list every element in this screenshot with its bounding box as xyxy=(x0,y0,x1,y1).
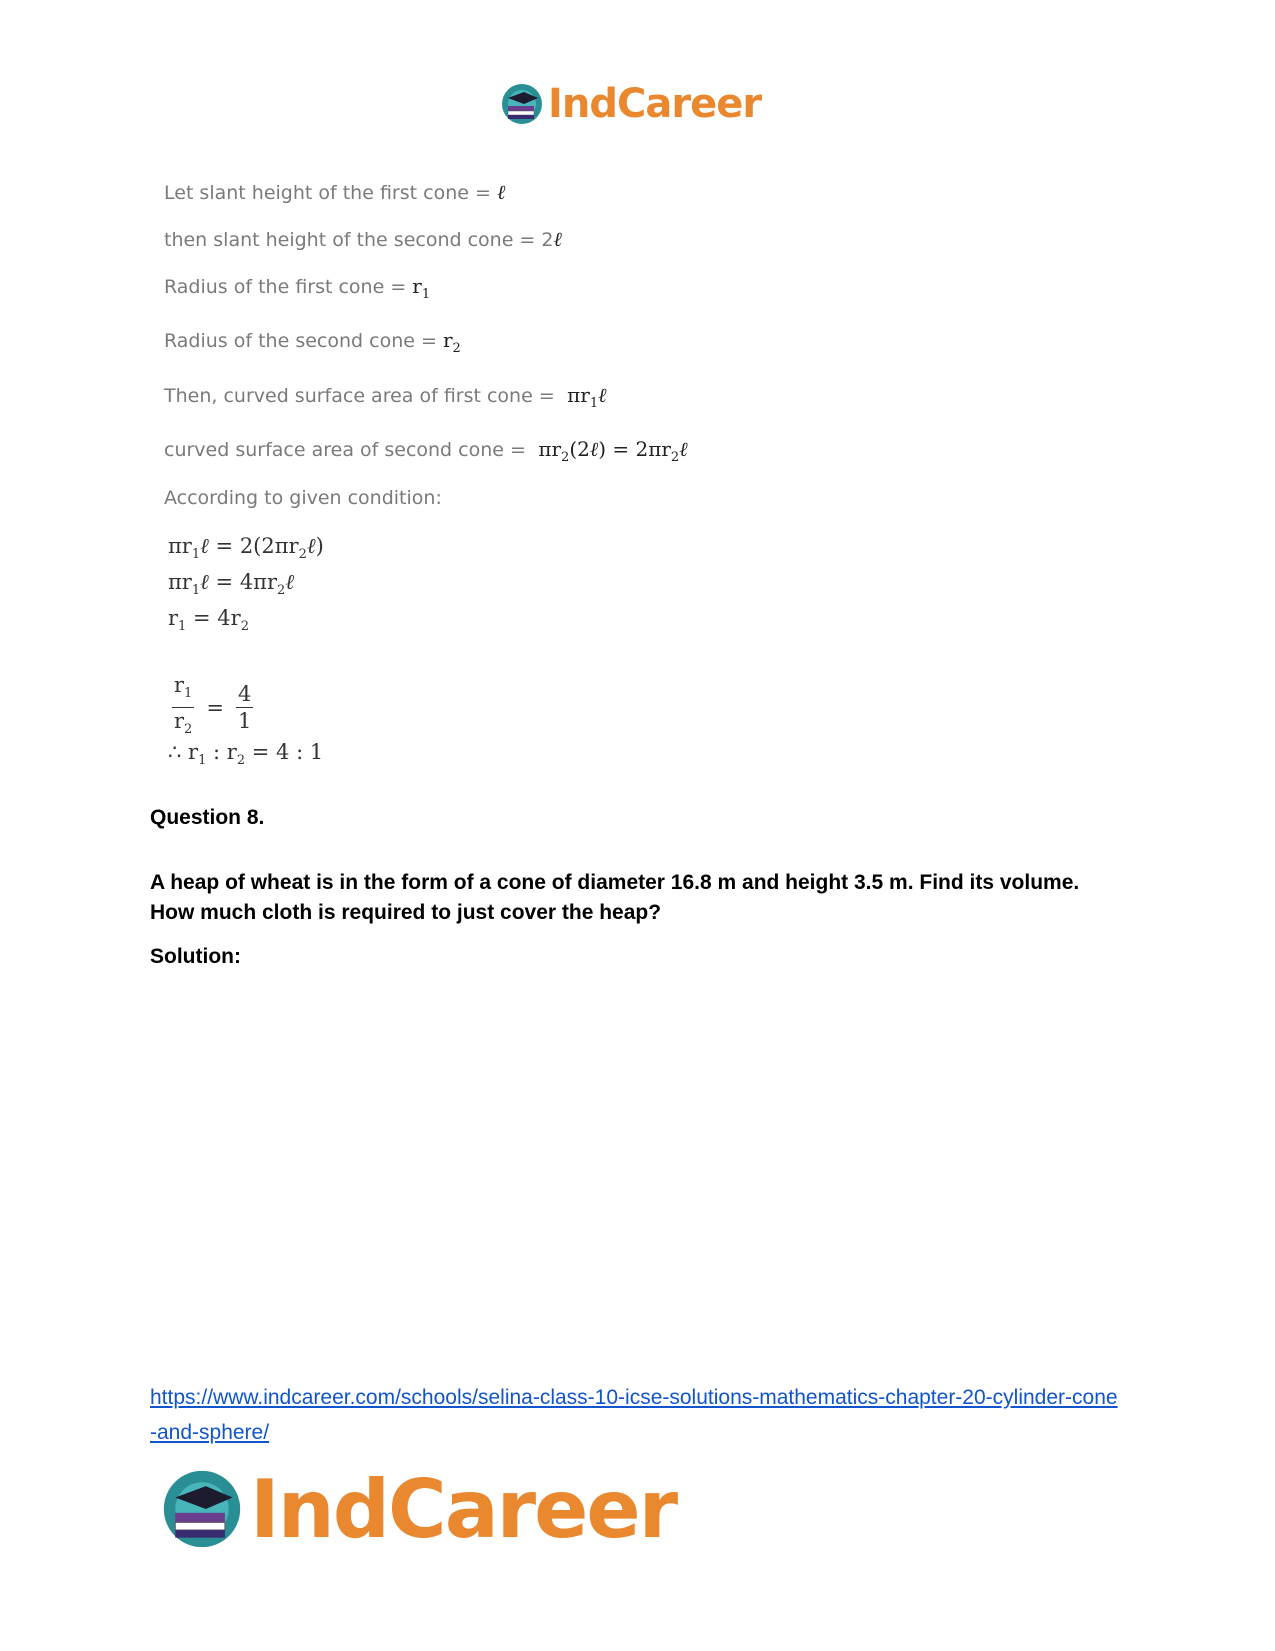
graduation-cap-book-icon xyxy=(160,1467,244,1551)
math-expression: ℓ xyxy=(496,180,506,204)
step-text: Then, curved surface area of first cone = xyxy=(164,385,555,407)
ratio-fraction: $\frac{r_1}{r_2}$ = $\frac{4}{1}$ xyxy=(174,673,252,738)
step-slant-height-first xyxy=(164,180,505,205)
brand-wordmark: IndCareer xyxy=(548,81,762,127)
solution-label: Solution: xyxy=(150,945,241,968)
math-expression: $\pi r_2(2\ell)$ = $2\pi r_2\ell$ xyxy=(531,437,688,465)
step-condition xyxy=(164,487,442,509)
step-text: Radius of the first cone = xyxy=(164,276,407,298)
step-radius-first xyxy=(164,274,430,302)
step-text: Radius of the second cone = xyxy=(164,330,437,352)
source-link[interactable]: https://www.indcareer.com/schools/selina-class-10-icse-solutions-mathematics-chapter-20-cylinder-cone-and-sphere/ xyxy=(150,1386,1118,1444)
brand-wordmark: IndCareer xyxy=(250,1462,677,1556)
equation-line: $r_1 = 4r_2$ xyxy=(168,606,249,635)
indcareer-logo-footer xyxy=(160,1463,676,1555)
indcareer-logo-header xyxy=(500,76,761,132)
equation-line: $\pi r_1\ell$ = $4\pi r_2\ell$ xyxy=(168,570,295,599)
step-text: curved surface area of second cone = xyxy=(164,439,526,461)
math-expression: $\pi r_1\ell$ xyxy=(560,383,607,411)
equation-line: $\pi r_1\ell$ = $2(2\pi r_2\ell)$ xyxy=(168,534,324,563)
step-text: According to given condition: xyxy=(164,487,442,509)
step-slant-height-second xyxy=(164,227,562,252)
step-text: then slant height of the second cone = 2 xyxy=(164,229,554,251)
equation-line: ∴ $r_1$ : $r_2 = 4$ : 1 xyxy=(168,740,324,769)
graduation-cap-book-icon xyxy=(500,82,544,126)
question-heading: Question 8. xyxy=(150,806,265,829)
step-csa-first xyxy=(164,383,606,411)
step-csa-second xyxy=(164,437,688,465)
math-expression: ℓ xyxy=(553,227,562,251)
math-expression: $r_1$ xyxy=(412,274,431,302)
step-radius-second xyxy=(164,328,461,356)
question-text: A heap of wheat is in the form of a cone of diameter 16.8 m and height 3.5 m. Find its volume. How much cloth is required to just cover the heap? xyxy=(150,871,1080,924)
step-text: Let slant height of the first cone = xyxy=(164,182,491,204)
math-expression: $r_2$ xyxy=(442,328,461,356)
